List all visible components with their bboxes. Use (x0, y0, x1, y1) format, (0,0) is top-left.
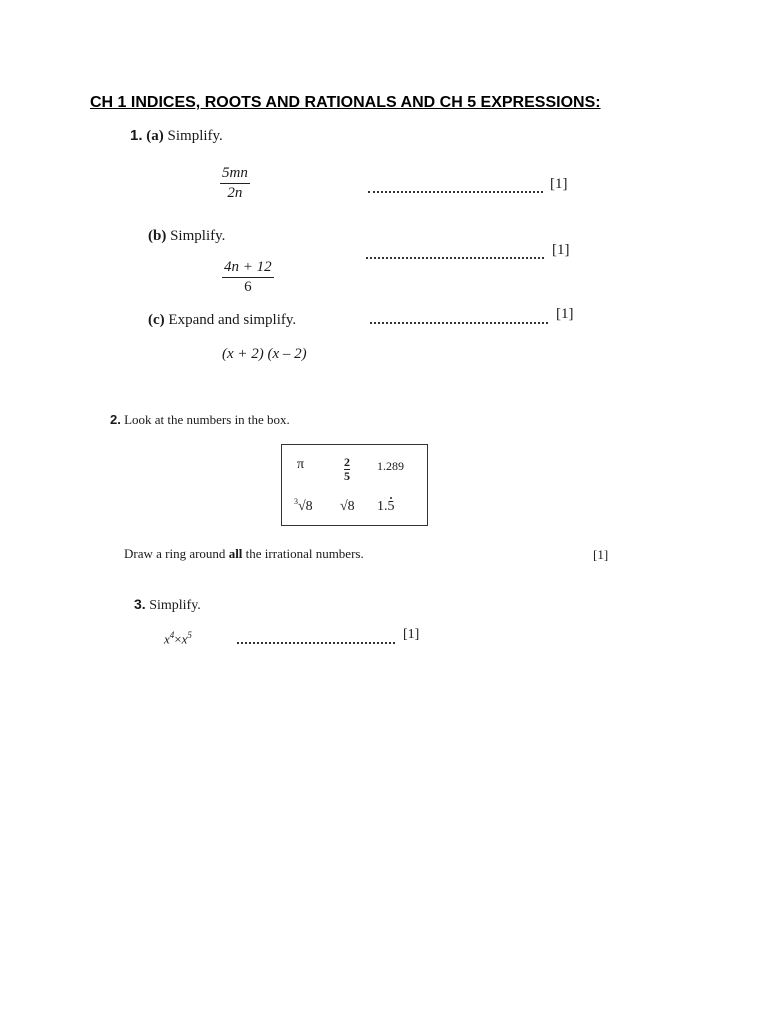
q3-number: 3. (134, 596, 146, 612)
cube-root-index: 3 (294, 497, 298, 506)
q1a-instruction: Simplify. (167, 128, 223, 144)
q1c-instruction: Expand and simplify. (168, 312, 297, 328)
q1b-label: (b) (148, 228, 167, 244)
q1a-fraction (220, 165, 250, 202)
q1c-expression: (x + 2) (x – 2) (222, 346, 307, 362)
fraction-bar (222, 277, 274, 278)
box-frac-numerator: 2 (344, 455, 350, 469)
q3-base2: x (181, 631, 188, 647)
q3-base1: x (164, 631, 170, 647)
q1b-denominator: 6 (244, 279, 252, 295)
q1b-fraction (222, 259, 274, 296)
box-fraction[interactable] (344, 457, 350, 482)
q2-prompt (110, 412, 290, 428)
q1b-mark: [1] (552, 242, 570, 258)
q1b-prompt (148, 228, 225, 245)
q1c-label: (c) (148, 312, 165, 328)
q1-number: 1. (130, 127, 143, 144)
q3-answer-line[interactable] (237, 642, 395, 644)
box-recurring-decimal[interactable] (377, 499, 395, 515)
recurring-digit: 5 (387, 499, 395, 514)
q3-exp1: 4 (169, 630, 175, 640)
q3-instruction: Simplify. (149, 598, 201, 613)
fraction-bar (220, 183, 250, 184)
recurring-int: 1. (377, 499, 388, 514)
q1a-numerator: 5mn (222, 165, 248, 181)
numbers-box (281, 444, 428, 526)
q2-task (124, 546, 364, 562)
cube-root-value: √8 (298, 499, 313, 514)
q3-exp2: 5 (187, 630, 192, 640)
q2-task-before: Draw a ring around (124, 546, 229, 561)
q1a-answer-line[interactable] (368, 191, 543, 193)
q1b-numerator: 4n + 12 (224, 259, 272, 275)
box-decimal[interactable]: 1.289 (377, 459, 404, 473)
q1c-mark: [1] (556, 306, 574, 322)
q3-expression (164, 630, 192, 647)
q3-prompt (134, 596, 201, 614)
q1c-answer-line[interactable] (370, 322, 548, 324)
q1a-mark: [1] (550, 176, 568, 192)
q2-task-bold: all (228, 546, 243, 561)
q2-intro: Look at the numbers in the box. (124, 412, 290, 427)
q1a-denominator: 2n (227, 185, 243, 201)
box-pi[interactable]: π (297, 457, 305, 472)
q1a-prompt (130, 127, 223, 145)
q2-number: 2. (110, 412, 121, 427)
q1b-answer-line[interactable] (366, 257, 544, 259)
q2-task-after: the irrational numbers. (242, 546, 364, 561)
box-cube-root[interactable] (294, 499, 313, 515)
q3-mark: [1] (403, 627, 420, 642)
box-square-root[interactable]: √8 (340, 499, 355, 514)
q1a-label: (a) (146, 128, 164, 144)
box-frac-denominator: 5 (344, 469, 350, 483)
page-title: CH 1 INDICES, ROOTS AND RATIONALS AND CH 5 EXPRESSIONS: (90, 94, 601, 111)
times-sign: × (174, 631, 182, 647)
q1c-prompt (148, 312, 296, 329)
q2-mark: [1] (593, 547, 609, 562)
q1b-instruction: Simplify. (170, 228, 226, 244)
